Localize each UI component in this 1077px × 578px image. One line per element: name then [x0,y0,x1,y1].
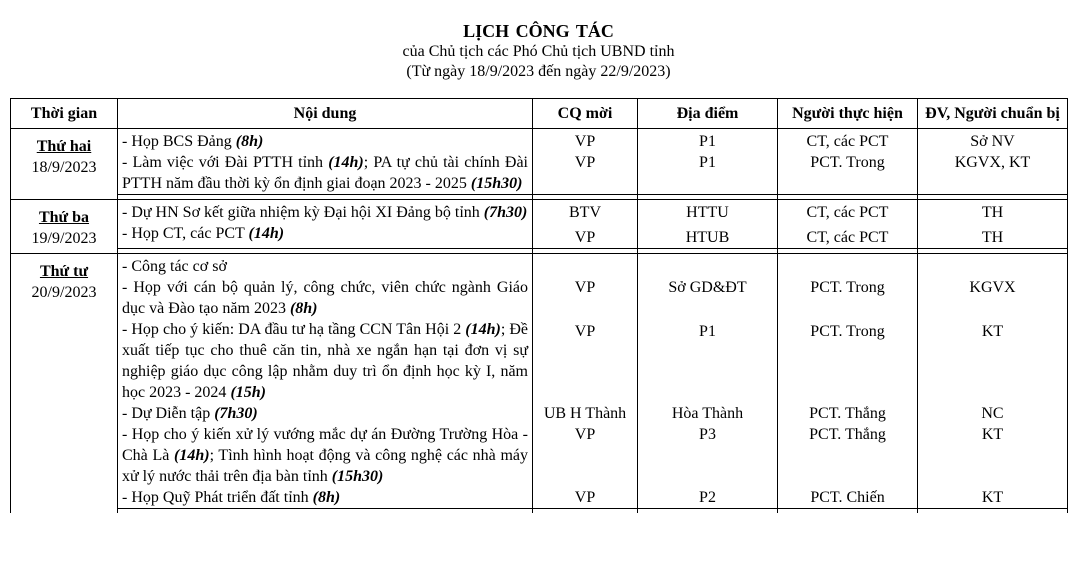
activity-content [118,223,533,249]
inviting-agency-cell: VP [533,277,638,319]
activity-text: - Họp cho ý kiến: DA đầu tư hạ tầng CCN Tân Hội 2 [122,321,466,338]
preparer-cell: TH [918,200,1068,224]
activity-time: (15h) [230,384,266,401]
activity-time: (8h) [289,300,318,317]
column-header-performer: Người thực hiện [778,99,918,129]
activity-content [118,129,533,153]
performer-cell: PCT. Thắng [778,403,918,424]
activity-content [118,152,533,195]
activity-time: (8h) [235,133,264,150]
performer-cell: PCT. Trong [778,152,918,195]
table-row [11,129,1068,153]
activity-text: ; Đề xuất tiếp tục cho thuê căn tin, nhà xe ngắn hạn tại đơn vị sự nghiệp giáo dục công lập nhằm duy trì ổn định học kỳ I, năm học 2023 - 2024 [122,321,528,401]
inviting-agency-cell [533,254,638,278]
inviting-agency-cell: VP [533,152,638,195]
day-date: 20/9/2023 [31,284,97,301]
column-header-inviting-agency: CQ mời [533,99,638,129]
activity-text: - Họp Quỹ Phát triển đất tỉnh [122,489,313,506]
preparer-cell: Sở NV [918,129,1068,153]
document-date-range: (Từ ngày 18/9/2023 đến ngày 22/9/2023) [406,63,671,80]
preparer-cell: TH [918,223,1068,249]
performer-cell: PCT. Trong [778,319,918,403]
spacer-cell [638,509,778,514]
day-cell [11,254,118,514]
activity-content [118,277,533,319]
location-cell: P3 [638,424,778,487]
performer-cell: CT, các PCT [778,223,918,249]
day-name: Thứ tư [39,263,89,280]
activity-content [118,487,533,509]
table-row [11,152,1068,195]
document-subtitle: của Chủ tịch các Phó Chủ tịch UBND tỉnh [402,43,675,60]
location-cell: HTTU [638,200,778,224]
spacer-cell [533,509,638,514]
inviting-agency-cell: VP [533,487,638,509]
schedule-body [11,129,1068,514]
preparer-cell [918,254,1068,278]
location-cell: HTUB [638,223,778,249]
inviting-agency-cell: UB H Thành [533,403,638,424]
day-cell [11,200,118,254]
spacer-cell [918,509,1068,514]
table-row [11,403,1068,424]
activity-time: (14h) [465,321,501,338]
activity-content [118,254,533,278]
column-header-content: Nội dung [118,99,533,129]
performer-cell: CT, các PCT [778,200,918,224]
activity-text: - Làm việc với Đài PTTH tỉnh [122,154,329,171]
table-row [11,277,1068,319]
activity-text: - Công tác cơ sở [122,258,227,275]
activity-time: (7h30) [214,405,258,422]
schedule-table [10,98,1068,513]
performer-cell: CT, các PCT [778,129,918,153]
activity-time: (7h30) [483,204,528,221]
preparer-cell: KT [918,319,1068,403]
activity-content [118,319,533,403]
preparer-cell: NC [918,403,1068,424]
preparer-cell: KGVX [918,277,1068,319]
performer-cell: PCT. Thắng [778,424,918,487]
day-date: 19/9/2023 [31,230,97,247]
location-cell: Hòa Thành [638,403,778,424]
performer-cell [778,254,918,278]
location-cell: Sở GD&ĐT [638,277,778,319]
day-name: Thứ ba [38,209,90,226]
activity-text: - Họp với cán bộ quản lý, công chức, viên chức ngành Giáo dục và Đào tạo năm 2023 [122,279,528,317]
performer-cell: PCT. Chiến [778,487,918,509]
activity-text: ; PA tự chủ tài chính Đài PTTH năm đầu thời kỳ ổn định giai đoạn 2023 - 2025 [122,154,528,192]
activity-time: (8h) [312,489,341,506]
inviting-agency-cell: VP [533,319,638,403]
activity-text: ; Tình hình hoạt động và công nghệ các nhà máy xử lý nước thải trên địa bàn tỉnh [122,447,528,485]
activity-text: - Dự Diễn tập [122,405,215,422]
activity-text: - Họp cho ý kiến xử lý vướng mắc dự án Đường Trường Hòa - Chà Là [122,426,528,464]
day-spacer-row [11,509,1068,514]
table-header-row [11,99,1068,129]
table-row [11,223,1068,249]
location-cell: P1 [638,319,778,403]
activity-content [118,200,533,224]
activity-time: (15h30) [331,468,384,485]
table-row [11,424,1068,487]
spacer-cell [118,509,533,514]
inviting-agency-cell: VP [533,223,638,249]
location-cell: P2 [638,487,778,509]
location-cell [638,254,778,278]
table-row [11,319,1068,403]
location-cell: P1 [638,129,778,153]
table-row [11,200,1068,224]
day-cell [11,129,118,200]
spacer-cell [778,509,918,514]
inviting-agency-cell: VP [533,424,638,487]
activity-time: (15h30) [470,175,523,192]
activity-text: - Họp BCS Đảng [122,133,236,150]
column-header-preparer: ĐV, Người chuẩn bị [918,99,1068,129]
day-date: 18/9/2023 [31,159,97,176]
activity-text: - Dự HN Sơ kết giữa nhiệm kỳ Đại hội XI Đảng bộ tỉnh [122,204,484,221]
day-name: Thứ hai [36,138,92,155]
location-cell: P1 [638,152,778,195]
table-row [11,487,1068,509]
performer-cell: PCT. Trong [778,277,918,319]
table-row [11,254,1068,278]
activity-time: (14h) [328,154,364,171]
activity-time: (14h) [248,225,285,242]
column-header-location: Địa điểm [638,99,778,129]
inviting-agency-cell: BTV [533,200,638,224]
preparer-cell: KT [918,487,1068,509]
inviting-agency-cell: VP [533,129,638,153]
activity-text: - Họp CT, các PCT [122,225,249,242]
preparer-cell: KT [918,424,1068,487]
activity-content [118,424,533,487]
activity-time: (14h) [174,447,210,464]
document-title: LỊCH CÔNG TÁC [463,21,614,41]
activity-content [118,403,533,424]
column-header-time: Thời gian [11,99,118,129]
document-header [0,20,1077,82]
preparer-cell: KGVX, KT [918,152,1068,195]
